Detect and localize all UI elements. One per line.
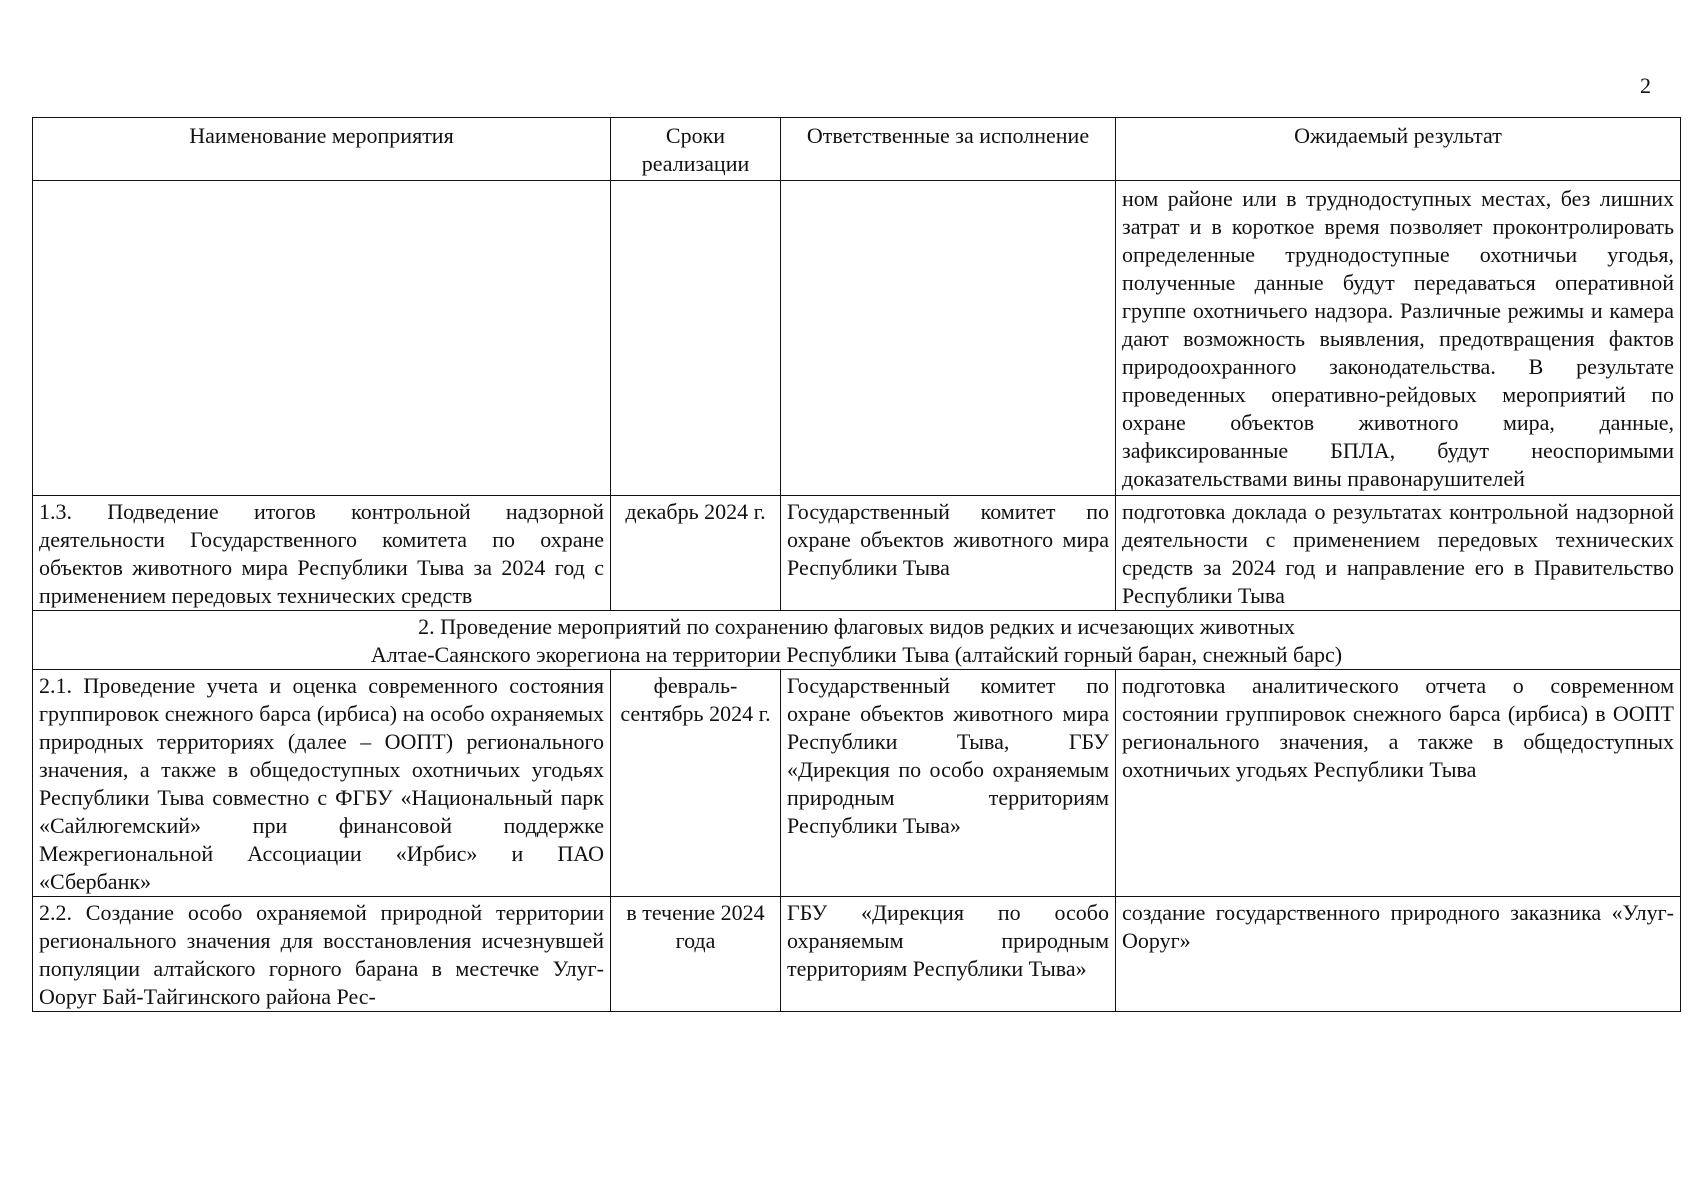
cell-2-1-name: 2.1. Проведение учета и оценка современного состояния группировок снежного барса (ирбиса) на особо охраняемых природных территориях (далее – ООПТ) регионального значения, а также в общедоступных охотничьих угодьях Республики Тыва совместно с ФГБУ «Национальный парк «Сайлюгемский» при финансовой поддержке Межрегиональной Ассоциации «Ирбис» и ПАО «Сбербанк»	[33, 670, 611, 897]
action-plan-table	[32, 117, 1681, 1012]
cell-continuation-result: ном районе или в труднодоступных местах, без лишних затрат и в короткое время позволяет проконтролировать определенные труднодоступные охотничьи угодья, полученные данные будут передаваться оперативной группе охотничьего надзора. Различные режимы и камера дают возможность выявления, предотвращения фактов природоохранного законодательства. В результате проведенных оперативно-рейдовых мероприятий по охране объектов животного мира, данные, зафиксированные БПЛА, будут неоспоримыми доказательствами вины правонарушителей	[1116, 181, 1681, 496]
header-term: Сроки реализации	[611, 118, 781, 181]
cell-2-2-responsible: ГБУ «Дирекция по особо охраняемым природным территориям Республики Тыва»	[781, 897, 1116, 1012]
cell-continuation-responsible	[781, 181, 1116, 496]
table-row-2-1	[33, 670, 1681, 897]
cell-1-3-responsible: Государственный комитет по охране объектов животного мира Республики Тыва	[781, 496, 1116, 611]
page-number: 2	[1640, 73, 1651, 98]
section-2-heading	[33, 611, 1681, 670]
cell-2-1-result: подготовка аналитического отчета о современном состоянии группировок снежного барса (ирбиса) в ООПТ регионального значения, а также в общедоступных охотничьих угодьях Республики Тыва	[1116, 670, 1681, 897]
cell-2-2-term: в течение 2024 года	[611, 897, 781, 1012]
cell-1-3-name: 1.3. Подведение итогов контрольной надзорной деятельности Государственного комитета по охране объектов животного мира Республики Тыва за 2024 год с применением передовых технических средств	[33, 496, 611, 611]
cell-2-2-name: 2.2. Создание особо охраняемой природной территории регионального значения для восстановления исчезнувшей популяции алтайского горного барана в местечке Улуг-Ооруг Бай-Тайгинского района Рес-	[33, 897, 611, 1012]
cell-1-3-term: декабрь 2024 г.	[611, 496, 781, 611]
header-responsible: Ответственные за исполнение	[781, 118, 1116, 181]
cell-2-2-result: создание государственного природного заказника «Улуг-Ооруг»	[1116, 897, 1681, 1012]
table-row-2-2	[33, 897, 1681, 1012]
section-2-heading-row	[33, 611, 1681, 670]
cell-2-1-term: февраль-сентябрь 2024 г.	[611, 670, 781, 897]
table-row-1-3	[33, 496, 1681, 611]
header-expected-result: Ожидаемый результат	[1116, 118, 1681, 181]
section-2-heading-line-1: 2. Проведение мероприятий по сохранению флаговых видов редких и исчезающих животных	[418, 614, 1295, 639]
cell-1-3-result: подготовка доклада о результатах контрольной надзорной деятельности с применением передовых технических средств за 2024 год и направление его в Правительство Республики Тыва	[1116, 496, 1681, 611]
cell-2-1-responsible: Государственный комитет по охране объектов животного мира Республики Тыва, ГБУ «Дирекция по особо охраняемым природным территориям Республики Тыва»	[781, 670, 1116, 897]
section-2-heading-line-2: Алтае-Саянского экорегиона на территории Республики Тыва (алтайский горный баран, снежный барс)	[370, 642, 1343, 667]
cell-continuation-term	[611, 181, 781, 496]
header-event-name: Наименование мероприятия	[33, 118, 611, 181]
cell-continuation-name	[33, 181, 611, 496]
table-header-row	[33, 118, 1681, 181]
table-row-continuation	[33, 181, 1681, 496]
